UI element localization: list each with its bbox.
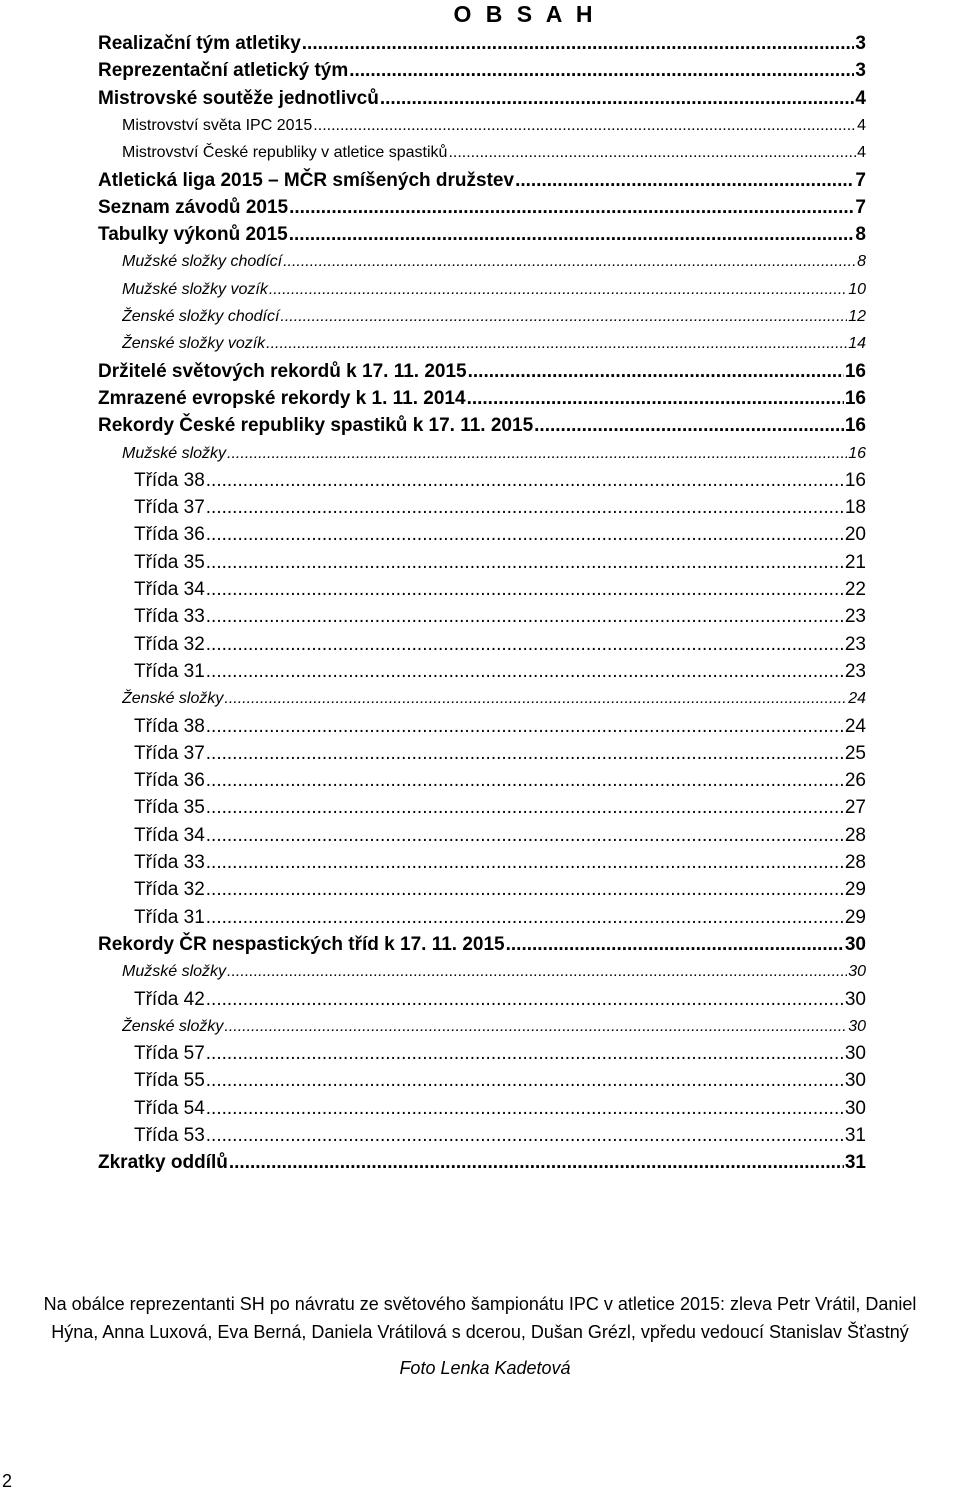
toc-entry[interactable] [134,549,866,577]
toc-entry-label: Třída 37 [134,742,205,764]
toc-entry-label: Třída 33 [134,852,205,873]
toc-leader-dots [229,1149,844,1177]
toc-entry-label: Mužské složky [122,444,227,462]
toc-leader-dots [269,276,847,304]
toc-entry-label: Mistrovství České republiky v atletice spastiků [122,144,448,162]
toc-entry[interactable] [134,658,866,686]
toc-entry-label: Třída 32 [134,633,205,655]
toc-entry-label: Realizační tým atletiky [98,33,301,54]
toc-entry-label: Třída 38 [134,469,205,491]
toc-entry[interactable] [134,1095,866,1123]
toc-leader-dots [313,112,856,140]
toc-leader-dots [206,467,844,495]
toc-entry-label: Třída 54 [134,1097,205,1119]
toc-entry-page-number: 30 [844,933,866,955]
toc-entry-label: Třída 33 [134,606,205,628]
page-title: O B S A H [453,1,597,27]
toc-leader-dots [206,1040,844,1068]
toc-entry[interactable] [122,440,866,468]
toc-entry-label: Zmrazené evropské rekordy k 1. 11. 2014 [98,387,466,409]
toc-entry-page-number: 4 [855,87,866,109]
toc-entry-page-number: 16 [844,387,866,409]
toc-entry-label: Atletická liga 2015 – MČR smíšených družstev [98,169,515,191]
toc-leader-dots [206,713,844,741]
toc-entry-page-number: 29 [844,906,866,928]
toc-leader-dots [206,1067,844,1095]
toc-entry[interactable] [98,85,866,113]
toc-entry[interactable] [98,1149,866,1177]
toc-entry-label: Třída 31 [134,660,205,682]
toc-entry-label: Mistrovství světa IPC 2015 [122,116,313,134]
photo-credit: Foto Lenka Kadetová [399,1358,571,1378]
toc-entry-page-number: 28 [844,824,866,846]
toc-entry-label: Třída 36 [134,770,205,792]
toc-entry-page-number: 3 [855,33,866,54]
toc-entry-page-number: 23 [844,660,866,682]
toc-entry[interactable] [134,713,866,741]
toc-entry[interactable] [134,1067,866,1095]
toc-entry[interactable] [122,330,866,358]
toc-entry-page-number: 22 [844,579,866,600]
toc-entry-page-number: 20 [844,524,866,546]
toc-leader-dots [206,576,844,604]
toc-entry-page-number: 30 [844,1043,866,1065]
page-number: 2 [2,1471,13,1491]
toc-entry[interactable] [122,1013,866,1041]
toc-entry-label: Třída 35 [134,551,205,573]
toc-entry-label: Zkratky oddílů [98,1152,228,1174]
toc-leader-dots [467,385,844,413]
toc-entry[interactable] [134,521,866,549]
toc-entry-label: Třída 34 [134,579,205,600]
toc-entry-page-number: 25 [844,742,866,764]
toc-entry-label: Třída 37 [134,497,205,519]
toc-leader-dots [534,412,844,440]
toc-entry-label: Reprezentační atletický tým [98,60,349,82]
toc-leader-dots [206,1095,844,1123]
toc-entry[interactable] [134,986,866,1014]
toc-entry[interactable] [134,1040,866,1068]
toc-entry-page-number: 24 [848,690,866,708]
toc-entry-page-number: 30 [844,1097,866,1119]
toc-entry-label: Třída 34 [134,824,205,846]
toc-entry[interactable] [98,385,866,413]
toc-entry-label: Třída 36 [134,524,205,546]
toc-leader-dots [206,603,844,631]
toc-entry[interactable] [134,467,866,495]
toc-leader-dots [206,767,844,795]
toc-leader-dots [206,549,844,577]
toc-entry-label: Třída 57 [134,1043,205,1065]
toc-entry-label: Třída 32 [134,879,205,901]
toc-leader-dots [506,931,844,959]
toc-entry-page-number: 26 [844,770,866,792]
toc-entry-page-number: 4 [857,144,866,162]
toc-leader-dots [448,139,856,167]
toc-leader-dots [468,358,844,386]
toc-entry-label: Mistrovské soutěže jednotlivců [98,87,379,109]
toc-leader-dots [206,904,844,932]
cover-caption-line-2: Hýna, Anna Luxová, Eva Berná, Daniela Vrátilová s dcerou, Dušan Grézl, vpředu vedoucí Stanislav Šťastný [51,1322,909,1342]
toc-entry[interactable] [98,194,866,222]
toc-leader-dots [206,494,844,522]
toc-entry-label: Rekordy ČR nespastických tříd k 17. 11. 2015 [98,933,505,955]
toc-entry[interactable] [134,603,866,631]
toc-entry[interactable] [134,794,866,822]
toc-entry-label: Mužské složky chodící [122,253,283,271]
toc-entry-label: Třída 31 [134,906,205,928]
toc-entry-label: Ženské složky vozík [122,335,266,353]
toc-leader-dots [224,685,847,713]
toc-entry[interactable] [98,30,866,58]
toc-entry[interactable] [134,1122,866,1150]
toc-leader-dots [349,57,854,85]
toc-entry-label: Rekordy České republiky spastiků k 17. 11. 2015 [98,415,534,437]
toc-entry-page-number: 7 [855,196,866,218]
toc-entry-page-number: 30 [848,963,866,981]
toc-entry-page-number: 30 [848,1017,866,1035]
toc-entry-label: Držitelé světových rekordů k 17. 11. 2015 [98,360,467,382]
toc-entry-page-number: 8 [855,224,866,246]
toc-entry-label: Ženské složky [122,1017,224,1035]
toc-entry-page-number: 21 [844,551,866,573]
toc-entry[interactable] [122,112,866,140]
toc-entry-page-number: 16 [844,415,866,437]
toc-entry-label: Třída 42 [134,988,205,1010]
toc-leader-dots [206,822,844,850]
toc-entry[interactable] [134,740,866,768]
toc-entry-page-number: 4 [857,116,866,134]
toc-entry-page-number: 28 [844,852,866,873]
toc-entry[interactable] [122,303,866,331]
toc-entry-page-number: 8 [857,253,866,271]
toc-leader-dots [302,30,855,58]
toc-leader-dots [224,1013,847,1041]
toc-leader-dots [206,631,844,659]
toc-leader-dots [206,849,844,877]
toc-entry-page-number: 16 [848,444,866,462]
toc-entry[interactable] [134,631,866,659]
toc-entry-label: Tabulky výkonů 2015 [98,224,288,246]
toc-entry-label: Mužské složky [122,963,227,981]
toc-entry[interactable] [134,576,866,604]
toc-entry-page-number: 7 [855,169,866,191]
toc-entry-page-number: 23 [844,633,866,655]
toc-leader-dots [283,248,856,276]
toc-entry-label: Třída 35 [134,797,205,819]
toc-entry-page-number: 16 [844,360,866,382]
toc-entry[interactable] [122,958,866,986]
toc-entry-label: Seznam závodů 2015 [98,196,289,218]
toc-entry[interactable] [122,139,866,167]
toc-entry[interactable] [98,221,866,249]
toc-entry-page-number: 27 [844,797,866,819]
toc-leader-dots [280,303,847,331]
toc-leader-dots [206,658,844,686]
toc-entry-page-number: 23 [844,606,866,628]
toc-leader-dots [289,194,854,222]
toc-entry-page-number: 31 [844,1125,866,1146]
toc-entry[interactable] [98,412,866,440]
toc-leader-dots [227,958,847,986]
toc-entry[interactable] [134,767,866,795]
cover-caption-line-1: Na obálce reprezentanti SH po návratu ze světového šampionátu IPC v atletice 2015: zleva Petr Vrátil, Daniel [43,1294,917,1314]
toc-entry-page-number: 18 [844,497,866,519]
toc-entry-page-number: 14 [848,335,866,353]
toc-leader-dots [206,986,844,1014]
toc-entry-label: Ženské složky [122,690,224,708]
toc-entry[interactable] [134,849,866,877]
toc-entry[interactable] [98,358,866,386]
toc-entry-page-number: 31 [844,1152,866,1174]
toc-entry[interactable] [122,248,866,276]
toc-leader-dots [206,794,844,822]
toc-entry[interactable] [134,822,866,850]
toc-entry-page-number: 29 [844,879,866,901]
toc-entry[interactable] [134,494,866,522]
toc-entry-page-number: 24 [844,715,866,737]
toc-leader-dots [515,167,854,195]
toc-entry[interactable] [122,685,866,713]
toc-entry-label: Třída 55 [134,1070,205,1092]
toc-entry[interactable] [98,931,866,959]
toc-entry-page-number: 3 [855,60,866,82]
toc-leader-dots [206,1122,844,1150]
toc-entry-page-number: 16 [844,469,866,491]
toc-entry-page-number: 10 [848,280,866,298]
toc-entry[interactable] [134,876,866,904]
toc-entry-label: Mužské složky vozík [122,280,268,298]
toc-entry[interactable] [122,276,866,304]
toc-entry-page-number: 30 [844,988,866,1010]
toc-leader-dots [289,221,855,249]
toc-entry[interactable] [134,904,866,932]
toc-leader-dots [227,440,847,468]
toc-leader-dots [380,85,855,113]
toc-leader-dots [206,876,844,904]
toc-entry[interactable] [98,167,866,195]
toc-entry-label: Třída 38 [134,715,205,737]
toc-entry-label: Ženské složky chodící [122,308,280,325]
toc-entry-page-number: 12 [848,308,866,325]
toc-entry[interactable] [98,57,866,85]
toc-entry-label: Třída 53 [134,1125,205,1146]
toc-entry-page-number: 30 [844,1070,866,1092]
toc-leader-dots [266,330,847,358]
toc-leader-dots [206,521,844,549]
toc-leader-dots [206,740,844,768]
